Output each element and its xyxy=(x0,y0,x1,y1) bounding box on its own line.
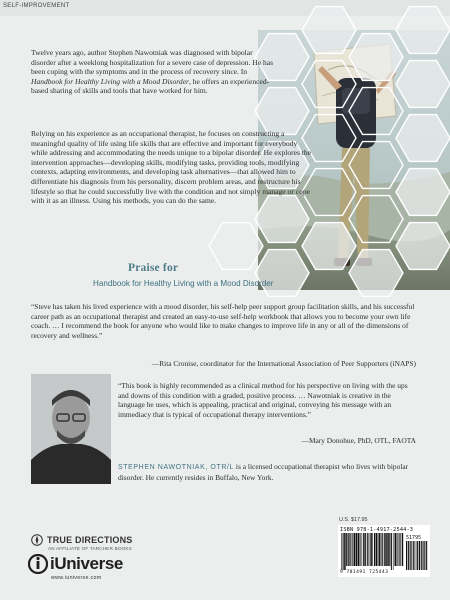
barcode-bar xyxy=(344,533,346,570)
imprint-subtitle: AN AFFILIATE OF TARCHER BOOKS xyxy=(48,546,132,551)
barcode-bar xyxy=(358,533,359,566)
hexagon-cell xyxy=(396,7,450,54)
publisher-url: www.iuniverse.com xyxy=(51,575,102,581)
barcode-bar xyxy=(343,533,344,570)
barcode-bar xyxy=(369,533,370,566)
barcode-bar xyxy=(346,533,347,566)
barcode-addon-bar xyxy=(421,541,422,570)
hexagon-cell xyxy=(349,34,403,81)
barcode-bar xyxy=(372,533,373,566)
compass-icon xyxy=(31,534,43,546)
hexagon-cell xyxy=(349,88,403,135)
praise-quote-2: “This book is highly recommended as a clinical method for his perspective on living with the ups and downs of this condition with a graded, positive process. … Nawotniak is creative in the language he uses, which is appealing, practical and original, conveying his message with an immediacy that is typical of occupational therapy interventions.” xyxy=(118,381,408,419)
hexagon-cell xyxy=(349,250,403,297)
barcode-addon-bar xyxy=(415,541,416,570)
barcode-bar xyxy=(397,533,398,566)
barcode-addon-bar xyxy=(426,541,427,570)
barcode-bar xyxy=(387,533,389,566)
barcode-bar xyxy=(365,533,366,566)
barcode-digits: 9 781491 725443 xyxy=(340,570,389,575)
hexagon-cell xyxy=(302,7,356,54)
imprint-name: TRUE DIRECTIONS xyxy=(47,535,133,545)
barcode-bar xyxy=(385,533,387,566)
barcode-addon-bar xyxy=(417,541,418,570)
hexagon-cell xyxy=(396,61,450,108)
barcode-addon-bar xyxy=(413,541,414,570)
barcode-bar xyxy=(382,533,383,566)
barcode-bar xyxy=(360,533,361,566)
hexagon-cell xyxy=(349,196,403,243)
blurb-paragraph-2 xyxy=(31,129,313,206)
blurb-text: Twelve years ago, author Stephen Nawotniak was diagnosed with bipolar disorder after a weeklong hospitalization for a severe case of depression. He has been coping with the symptoms and in the process of recovery since. In xyxy=(31,48,274,77)
hexagon-cell xyxy=(349,142,403,189)
publisher-logo xyxy=(28,554,123,574)
barcode-bar xyxy=(400,533,401,566)
barcode-bar xyxy=(395,533,397,566)
blurb-text: Relying on his experience as an occupational therapist, he focuses on constructing a meaningful quality of life using life skills that are effective and important for everybody while addressing and accommodating the needs unique to a bipolar disorder. He explores the intervention approaches—developing skills, modifying tasks, providing tools, modifying contexts, adapting environments, and developing task alternatives—that allowed him to differentiate his diagnosis from his personality, discern problem areas, and restructure his lifestyle so that he could successfully live with the condition and not simply manage or cope with it as an illness. Using his methods, you can do the same. xyxy=(31,129,311,206)
publisher-name: iUniverse xyxy=(50,554,123,573)
barcode-addon-bar xyxy=(423,541,424,570)
barcode-addon-bar xyxy=(411,541,412,570)
book-title-italic: Handbook for Healthy Living with a Mood Disorder xyxy=(31,76,189,86)
praise-attribution-1: —Rita Cronise, coordinator for the International Association of Peer Supporters (iNAPS) xyxy=(151,359,416,368)
iuniverse-swirl-icon xyxy=(28,554,48,574)
praise-heading: Praise for xyxy=(128,262,179,274)
barcode-bar xyxy=(370,533,372,566)
hexagon-cell xyxy=(396,223,450,270)
barcode-bar xyxy=(348,533,349,566)
barcode-addon-bar xyxy=(408,541,409,570)
hexagon-cell xyxy=(396,169,450,216)
praise-quote-1: “Steve has taken his lived experience with a mood disorder, his self-help peer support group facilitation skills, and his successful career path as an occupational therapist and created an easy-to-use self-help workbook that allows you to become your own life coach. … I recommend the book for anyone who would like to make changes to improve life in any or all of the dimensions of recovery and wellness.” xyxy=(31,302,415,340)
barcode-bar xyxy=(376,533,378,566)
barcode-bar xyxy=(378,533,379,566)
barcode-bar xyxy=(399,533,400,566)
blurb-paragraph-1 xyxy=(31,48,279,96)
barcode-bar xyxy=(384,533,385,566)
barcode-bar xyxy=(379,533,380,566)
isbn-label: ISBN 978-1-4917-2544-3 xyxy=(340,527,414,533)
barcode-bar xyxy=(362,533,363,566)
barcode-bar xyxy=(389,533,390,566)
hexagon-cell xyxy=(255,250,309,297)
barcode-bar xyxy=(367,533,368,566)
author-photo xyxy=(31,374,111,484)
hexagon-cell xyxy=(302,223,356,270)
barcode-bar xyxy=(350,533,351,566)
barcode-bar xyxy=(356,533,358,566)
author-name: STEPHEN NAWOTNIAK, OTR/L xyxy=(118,464,235,471)
barcode-bar xyxy=(352,533,353,566)
barcode-bar xyxy=(381,533,382,566)
barcode-bar xyxy=(354,533,356,566)
hexagon-cell xyxy=(302,61,356,108)
barcode-bar xyxy=(349,533,350,566)
barcode-addon-bar xyxy=(416,541,417,570)
hexagon-cell xyxy=(396,115,450,162)
barcode-addon-bar xyxy=(410,541,411,570)
praise-attribution-2: —Mary Donohue, PhD, OTL, FAOTA xyxy=(301,436,416,445)
barcode-bar xyxy=(374,533,375,566)
hexagon-cell xyxy=(209,223,263,270)
praise-book-title: Handbook for Healthy Living with a Mood Disorder xyxy=(93,279,274,288)
author-bio xyxy=(118,462,428,482)
author-bio-text: is a licensed occupational therapist who lives with bipolar disorder. He currently resides in Buffalo, New York. xyxy=(118,462,409,482)
price-label: U.S. $17.95 xyxy=(339,517,368,523)
barcode-bar xyxy=(402,533,404,566)
barcode-bar xyxy=(393,533,394,570)
barcode-addon-bar xyxy=(406,541,407,570)
barcode-bar xyxy=(363,533,365,566)
barcode-addon-bar xyxy=(424,541,425,570)
barcode-bar xyxy=(391,533,392,570)
category-label: SELF-IMPROVEMENT xyxy=(3,3,70,9)
barcode-addon-bar xyxy=(419,541,420,570)
blurb-text: , he offers an experienced-based sharing of skills and tools that have worked for him. xyxy=(31,76,270,96)
barcode-bar xyxy=(341,533,342,570)
barcode-addon-digits: 51795 xyxy=(406,535,422,541)
